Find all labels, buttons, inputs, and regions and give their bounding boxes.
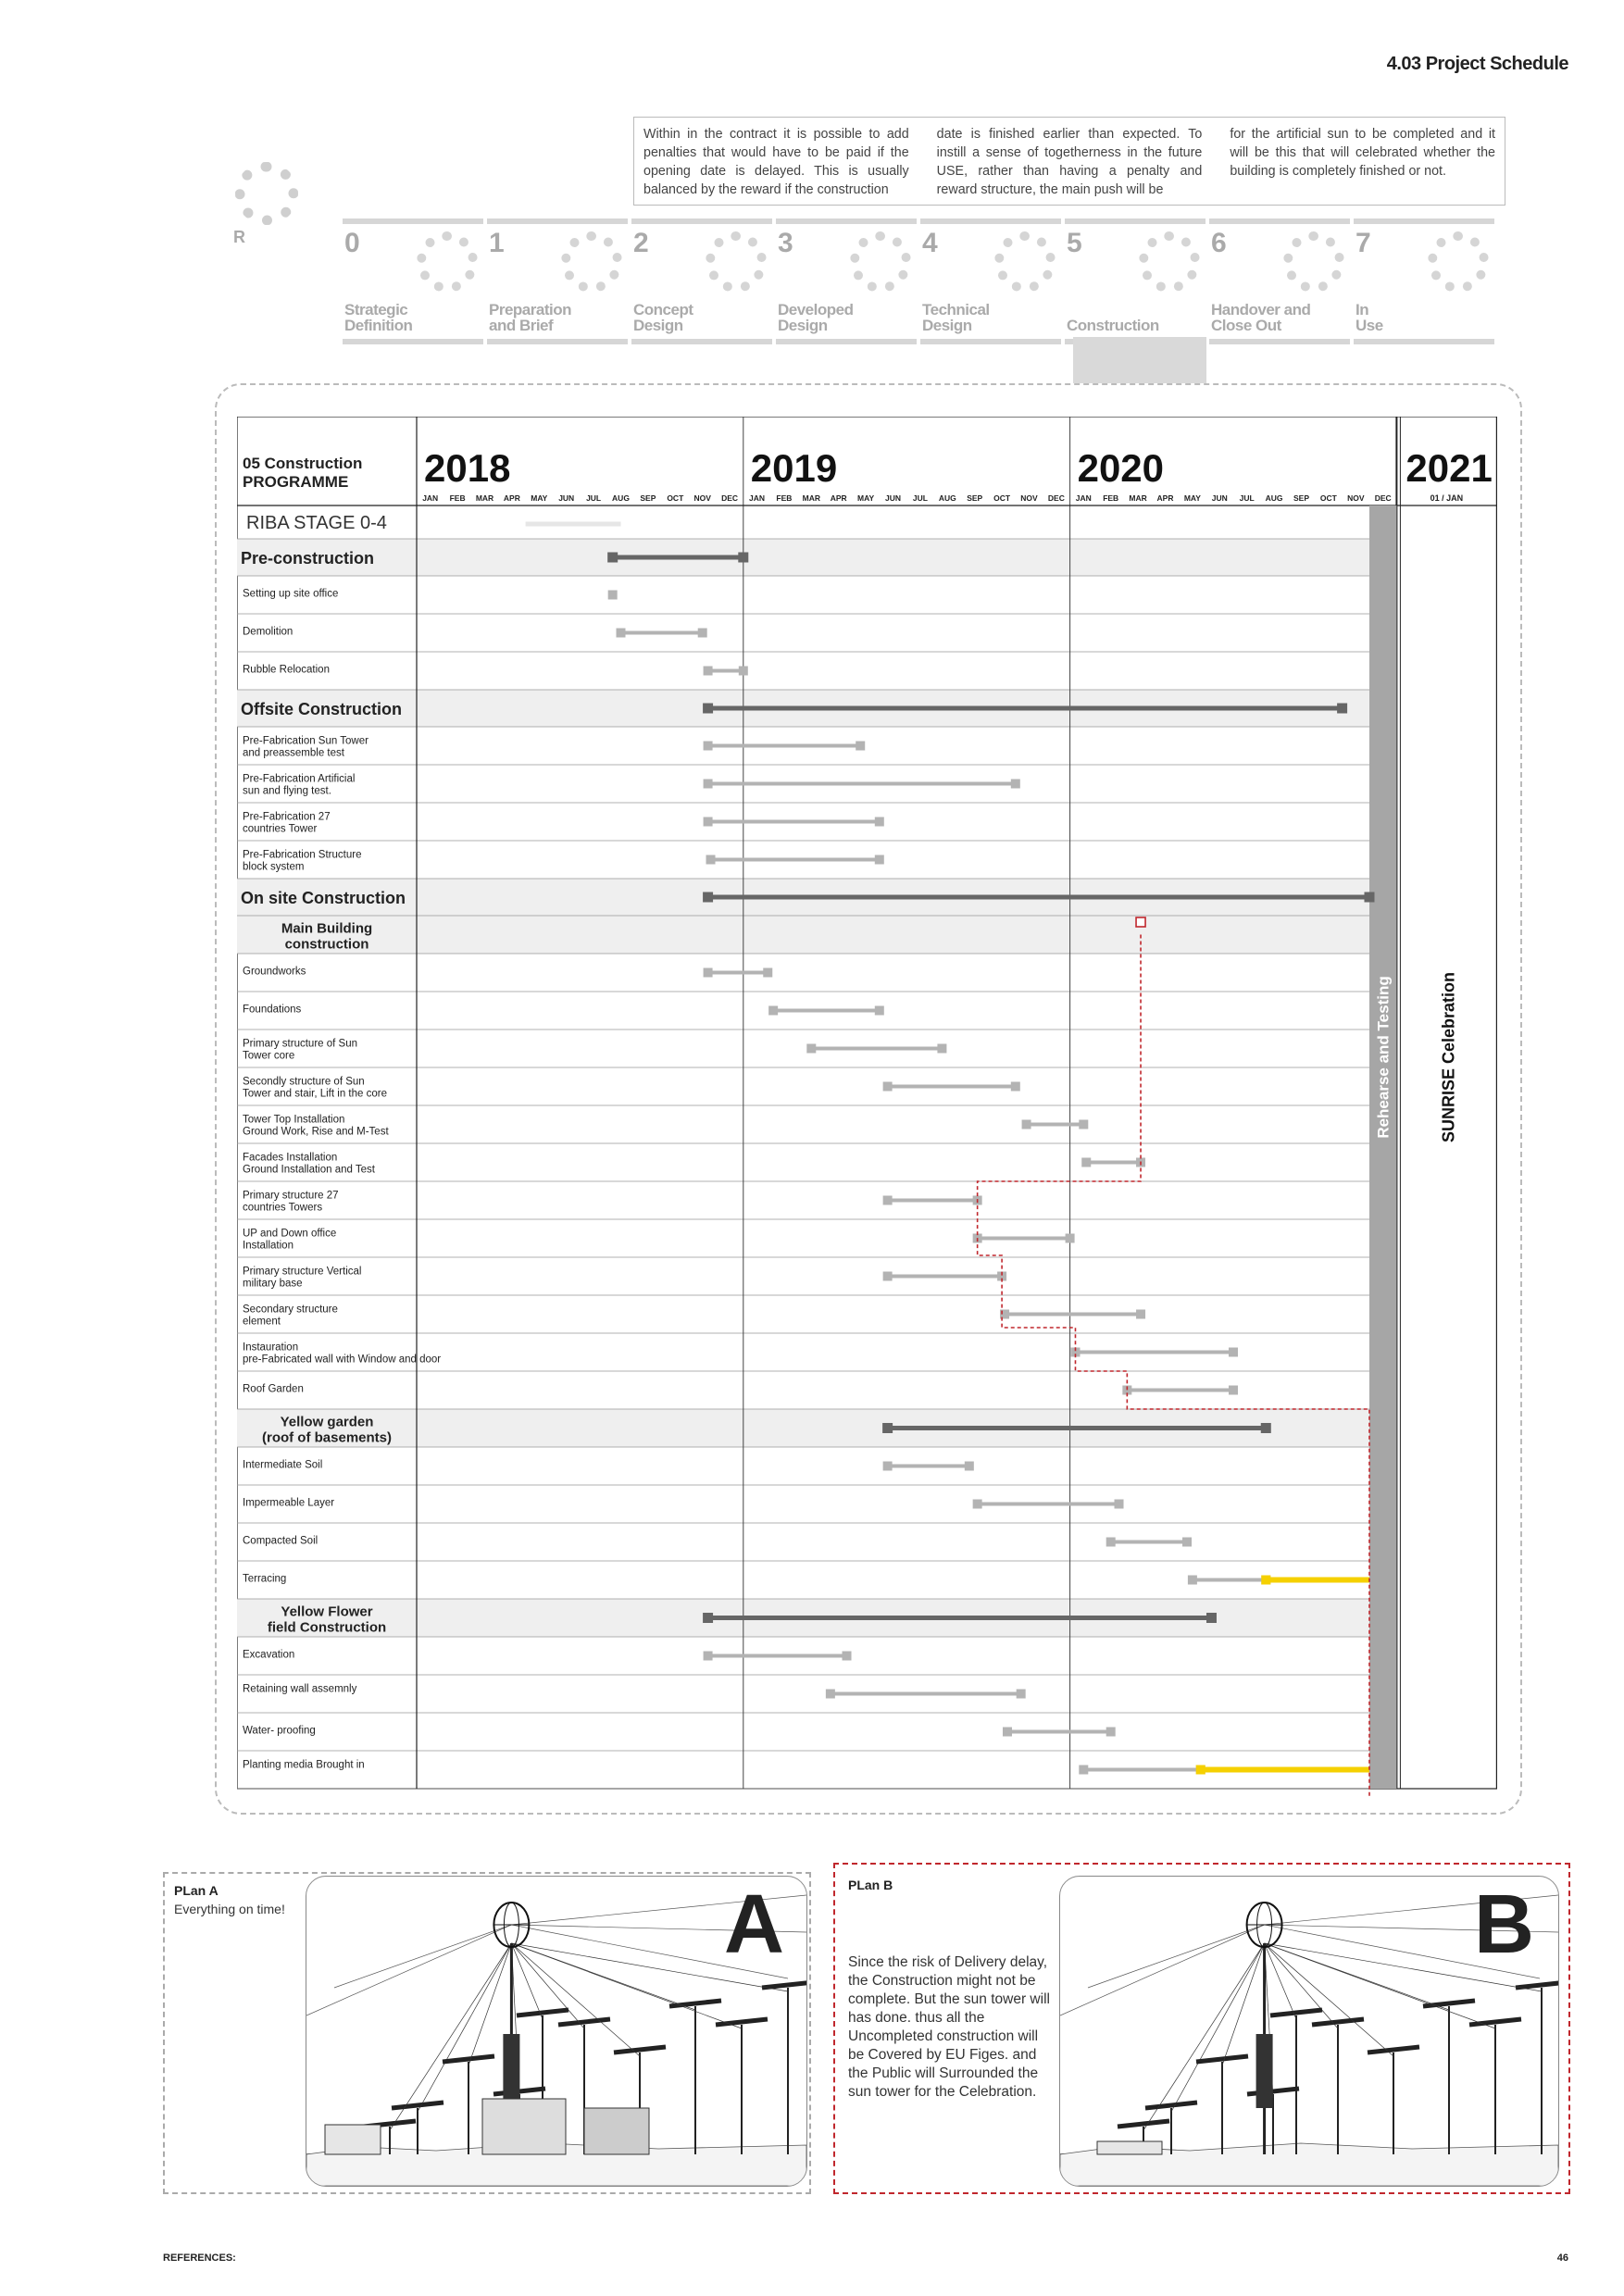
task-label: Primary structure Vertical xyxy=(243,1266,362,1278)
task-end-marker xyxy=(937,1044,946,1054)
task-start-marker xyxy=(703,892,713,903)
task-start-marker xyxy=(883,1272,893,1281)
stage-number: 6 xyxy=(1211,228,1227,258)
stage-number: 3 xyxy=(778,228,793,258)
cable xyxy=(306,1925,511,2015)
task-label: Tower core xyxy=(243,1050,295,1062)
task-end-marker xyxy=(1182,1538,1192,1547)
task-label: Impermeable Layer xyxy=(243,1497,335,1509)
task-label: Rubble Relocation xyxy=(243,664,330,676)
pole-platform xyxy=(614,2047,666,2053)
plan-b-text: Since the risk of Delivery delay, the Construction might not be complete. But the sun tower will has done. thus all the Uncompleted construction will be Covered by EU Figes. and the Public will Surrounded the sun tower for the Celebration. xyxy=(848,1954,1050,2100)
task-start-marker xyxy=(706,855,716,865)
month-label: NOV xyxy=(1347,493,1365,503)
plan-a-panel xyxy=(163,1872,811,2194)
month-label: FEB xyxy=(776,493,793,503)
month-label: MAR xyxy=(475,493,494,503)
task-end-marker xyxy=(843,1652,852,1661)
task-end-marker xyxy=(739,667,748,676)
task-start-marker xyxy=(704,817,713,827)
pole-platform xyxy=(392,2103,443,2108)
month-label: APR xyxy=(1156,493,1174,503)
stage-top-bar xyxy=(920,218,1061,224)
task-label: Installation xyxy=(243,1240,294,1252)
month-label: JAN xyxy=(1075,493,1092,503)
pole-platform xyxy=(443,2056,494,2062)
stage-label: Technical Design xyxy=(922,301,990,334)
cable xyxy=(1088,1925,1265,1988)
plan-a-title: PLan A xyxy=(174,1883,219,1898)
stage-top-bar xyxy=(1209,218,1350,224)
page-title: 4.03 Project Schedule xyxy=(1386,54,1568,74)
stage-ring-icon xyxy=(417,231,478,293)
task-label: Ground Installation and Test xyxy=(243,1164,375,1176)
month-label: JUN xyxy=(1211,493,1228,503)
task-end-marker xyxy=(1106,1728,1116,1737)
building-block xyxy=(482,2099,566,2154)
subgroup-label: construction xyxy=(284,936,369,953)
subgroup-label: Main Building xyxy=(281,920,373,937)
stage-bottom-bar xyxy=(631,339,772,344)
task-start-marker xyxy=(768,1006,778,1016)
pole-platform xyxy=(1270,2010,1322,2015)
riba-stage-5 xyxy=(1065,218,1206,344)
intro-textbox xyxy=(633,117,1505,206)
stage-label: Developed Design xyxy=(778,301,854,334)
cable xyxy=(1265,1943,1296,2019)
riba-stage-7 xyxy=(1354,218,1494,344)
task-start-marker xyxy=(703,704,713,714)
task-label: Excavation xyxy=(243,1649,295,1661)
stage-label: Preparation and Brief xyxy=(489,301,571,334)
task-end-marker xyxy=(856,742,865,751)
stage-top-bar xyxy=(343,218,483,224)
task-label: Setting up site office xyxy=(243,588,339,600)
pole-platform xyxy=(517,2010,568,2015)
task-label: pre-Fabricated wall with Window and door xyxy=(243,1354,442,1366)
task-start-marker xyxy=(703,1613,713,1623)
month-label: JAN xyxy=(748,493,766,503)
task-label: Secondly structure of Sun xyxy=(243,1076,365,1088)
task-label: Pre-Fabrication Structure xyxy=(243,849,362,861)
task-start-marker xyxy=(704,1652,713,1661)
cable xyxy=(1265,1943,1495,2028)
programme-heading: PROGRAMME xyxy=(243,473,349,491)
stage-ring-icon xyxy=(561,231,622,293)
pole-platform xyxy=(558,2019,610,2025)
task-end-marker xyxy=(1011,1082,1020,1092)
extension-marker xyxy=(1261,1576,1270,1585)
month-label: SEP xyxy=(640,493,656,503)
task-end-marker xyxy=(1206,1613,1217,1623)
stage-number: 0 xyxy=(344,228,360,258)
task-label: Foundations xyxy=(243,1004,302,1016)
task-start-marker xyxy=(704,968,713,978)
month-label: OCT xyxy=(667,493,684,503)
stage-number: 5 xyxy=(1067,228,1082,258)
task-label: Pre-Fabrication Artificial xyxy=(243,773,356,785)
building-block xyxy=(325,2125,381,2154)
stage-top-bar xyxy=(487,218,628,224)
intro-col-2: date is finished earlier than expected. To instill a sense of togetherness in the future USE, rather than having a penalty and reward structure, the main push will be xyxy=(936,127,1203,197)
task-start-marker xyxy=(608,591,618,600)
stage-label: Construction xyxy=(1067,317,1159,334)
task-label: countries Tower xyxy=(243,823,318,835)
task-end-marker xyxy=(763,968,772,978)
pole-platform xyxy=(1196,2056,1248,2062)
month-label: JUN xyxy=(884,493,902,503)
task-label: element xyxy=(243,1316,281,1328)
sun-tower-core xyxy=(1256,2034,1273,2108)
stage-top-bar xyxy=(776,218,917,224)
stage-bottom-bar xyxy=(1354,339,1494,344)
task-start-marker xyxy=(883,1196,893,1205)
subgroup-label: field Construction xyxy=(267,1619,387,1636)
group-label: On site Construction xyxy=(241,889,406,907)
stage-number: 2 xyxy=(633,228,649,258)
task-start-marker xyxy=(883,1082,893,1092)
stage-ring-icon xyxy=(706,231,767,293)
task-start-marker xyxy=(1188,1576,1197,1585)
cable xyxy=(1265,1943,1393,2056)
month-label: JAN xyxy=(422,493,439,503)
month-label: MAY xyxy=(531,493,548,503)
month-label: DEC xyxy=(721,493,739,503)
month-label: SEP xyxy=(967,493,983,503)
group-row-bg xyxy=(417,916,1369,954)
task-end-marker xyxy=(875,817,884,827)
riba-stage-0 xyxy=(343,218,483,344)
group-label: Offsite Construction xyxy=(241,700,402,718)
task-label: Roof Garden xyxy=(243,1383,304,1395)
stage-ring-icon xyxy=(1428,231,1489,293)
intro-col-1: Within in the contract it is possible to add penalties that would have to be paid if the opening date is delayed. This is usually balanced by the reward if the construction xyxy=(643,127,909,197)
task-end-marker xyxy=(1261,1423,1271,1433)
month-label: JUL xyxy=(912,493,928,503)
month-label: AUG xyxy=(938,493,956,503)
rehearse-column xyxy=(1369,505,1396,1789)
year-label: 2019 xyxy=(750,446,838,490)
plan-a-letter: A xyxy=(724,1878,784,1971)
stage-bottom-bar xyxy=(487,339,628,344)
pole-platform xyxy=(1118,2121,1169,2127)
task-label: Terracing xyxy=(243,1573,287,1585)
month-label: MAY xyxy=(1183,493,1201,503)
task-label: Secondary structure xyxy=(243,1304,338,1316)
task-start-marker xyxy=(1079,1766,1088,1775)
pole-platform xyxy=(1145,2103,1197,2108)
task-end-marker xyxy=(1079,1120,1088,1129)
task-start-marker xyxy=(1022,1120,1031,1129)
task-end-marker xyxy=(698,629,707,638)
task-label: military base xyxy=(243,1278,303,1290)
task-label: Primary structure of Sun xyxy=(243,1038,357,1050)
year-label: 2020 xyxy=(1077,446,1165,490)
pole-platform xyxy=(1516,1982,1558,1988)
stage-label: Handover and Close Out xyxy=(1211,301,1311,334)
subgroup-label: Yellow Flower xyxy=(281,1603,373,1620)
riba-stage-label: RIBA STAGE 0-4 xyxy=(246,513,387,533)
sun-tower-core xyxy=(503,2034,519,2108)
cable xyxy=(334,1925,511,1988)
task-end-marker xyxy=(738,553,748,563)
plan-a-subtitle: Everything on time! xyxy=(174,1902,285,1916)
task-label: Water- proofing xyxy=(243,1725,316,1737)
plan-b-letter: B xyxy=(1474,1878,1534,1971)
building-block xyxy=(584,2108,649,2154)
task-end-marker xyxy=(875,855,884,865)
task-label: Compacted Soil xyxy=(243,1535,319,1547)
references-label: REFERENCES: xyxy=(163,2252,236,2264)
stage-top-bar xyxy=(631,218,772,224)
stage-bottom-bar xyxy=(1209,339,1350,344)
stage-bottom-bar xyxy=(920,339,1061,344)
month-label: MAR xyxy=(1129,493,1147,503)
task-end-marker xyxy=(965,1462,974,1471)
stage-number: 7 xyxy=(1355,228,1371,258)
stage-label: Strategic Definition xyxy=(344,301,413,334)
gantt-chart xyxy=(237,417,1505,1796)
riba-stage-2 xyxy=(631,218,772,344)
task-end-marker xyxy=(1229,1348,1238,1357)
month-label: MAY xyxy=(857,493,875,503)
task-start-marker xyxy=(806,1044,816,1054)
pole-platform xyxy=(1368,2047,1419,2053)
stage-label: In Use xyxy=(1355,301,1383,334)
cable xyxy=(511,1943,543,2019)
riba-stage-4 xyxy=(920,218,1061,344)
task-label: countries Towers xyxy=(243,1202,323,1214)
riba-marker: R xyxy=(233,228,245,246)
task-start-marker xyxy=(704,742,713,751)
task-label: Ground Work, Rise and M-Test xyxy=(243,1126,389,1138)
month-label: NOV xyxy=(693,493,711,503)
month-label: AUG xyxy=(1265,493,1283,503)
month-label: NOV xyxy=(1020,493,1038,503)
month-label: APR xyxy=(830,493,847,503)
task-start-marker xyxy=(973,1500,982,1509)
month-label: OCT xyxy=(993,493,1011,503)
year-label: 2018 xyxy=(424,446,511,490)
month-label: AUG xyxy=(612,493,630,503)
celebration-label: SUNRISE Celebration xyxy=(1439,971,1458,1143)
task-start-marker xyxy=(882,1423,893,1433)
group-label: Pre-construction xyxy=(241,549,375,568)
cable xyxy=(1060,1925,1265,2015)
month-label: DEC xyxy=(1047,493,1065,503)
task-label: Retaining wall assemnly xyxy=(243,1683,357,1695)
cable xyxy=(418,1943,511,2112)
cable xyxy=(511,1943,640,2056)
gantt-outline xyxy=(237,417,1496,1789)
task-end-marker xyxy=(1229,1386,1238,1395)
month-label: JUL xyxy=(1239,493,1255,503)
stage-top-bar xyxy=(1354,218,1494,224)
task-end-marker xyxy=(875,1006,884,1016)
riba-ring-icon xyxy=(235,162,298,225)
stage-label: Concept Design xyxy=(633,301,693,334)
month-label: MAR xyxy=(802,493,820,503)
month-label: APR xyxy=(503,493,520,503)
stage-bottom-bar xyxy=(776,339,917,344)
task-start-marker xyxy=(1081,1158,1091,1167)
task-end-marker xyxy=(1011,780,1020,789)
subgroup-label: (roof of basements) xyxy=(261,1429,393,1446)
task-end-marker xyxy=(1066,1234,1075,1243)
task-label: Pre-Fabrication 27 xyxy=(243,811,331,823)
plan-b-panel xyxy=(833,1863,1570,2194)
month-label: FEB xyxy=(1103,493,1119,503)
task-label: Pre-Fabrication Sun Tower xyxy=(243,735,369,747)
stage-number: 1 xyxy=(489,228,505,258)
task-end-marker xyxy=(1337,704,1347,714)
task-label: and preassemble test xyxy=(243,747,344,759)
task-start-marker xyxy=(826,1690,835,1699)
month-label: JUN xyxy=(558,493,575,503)
month-label: DEC xyxy=(1374,493,1392,503)
riba-stage-1 xyxy=(487,218,628,344)
final-date-label: 01 / JAN xyxy=(1430,493,1464,503)
year-label: 2021 xyxy=(1405,446,1493,490)
task-label: sun and flying test. xyxy=(243,785,331,797)
task-label: Demolition xyxy=(243,626,294,638)
task-start-marker xyxy=(883,1462,893,1471)
stage-ring-icon xyxy=(1139,231,1200,293)
task-end-marker xyxy=(1115,1500,1124,1509)
plan-b-title: PLan B xyxy=(848,1878,893,1892)
task-end-marker xyxy=(1136,1310,1145,1319)
task-label: Primary structure 27 xyxy=(243,1190,339,1202)
task-start-marker xyxy=(704,667,713,676)
month-label: SEP xyxy=(1293,493,1310,503)
task-label: Intermediate Soil xyxy=(243,1459,323,1471)
active-stage-highlight xyxy=(1073,337,1206,383)
task-label: UP and Down office xyxy=(243,1228,337,1240)
stage-bottom-bar xyxy=(343,339,483,344)
programme-heading: 05 Construction xyxy=(243,455,363,472)
task-start-marker xyxy=(617,629,626,638)
stage-ring-icon xyxy=(850,231,911,293)
pole-platform xyxy=(762,1982,806,1988)
stage-ring-icon xyxy=(1283,231,1344,293)
month-label: JUL xyxy=(586,493,602,503)
task-label: Tower Top Installation xyxy=(243,1114,345,1126)
task-end-marker xyxy=(1017,1690,1026,1699)
stage-top-bar xyxy=(1065,218,1206,224)
task-start-marker xyxy=(607,553,618,563)
building-block xyxy=(1097,2141,1162,2154)
task-label: Planting media Brought in xyxy=(243,1759,365,1771)
task-start-marker xyxy=(704,780,713,789)
stage-number: 4 xyxy=(922,228,938,258)
task-label: Facades Installation xyxy=(243,1152,338,1164)
task-start-marker xyxy=(1106,1538,1116,1547)
page-number: 46 xyxy=(1556,2252,1568,2264)
task-label: Groundworks xyxy=(243,966,306,978)
stage-ring-icon xyxy=(994,231,1056,293)
task-end-marker xyxy=(1365,892,1375,903)
cable xyxy=(1143,1943,1265,2130)
dependency-start-marker xyxy=(1136,917,1145,927)
cable xyxy=(511,1943,742,2028)
cable xyxy=(1171,1943,1265,2112)
riba-stage-6 xyxy=(1209,218,1350,344)
intro-col-3: for the artificial sun to be completed and it will be this that will celebrated whether the building is completely finished or not. xyxy=(1230,127,1496,179)
task-start-marker xyxy=(1003,1728,1012,1737)
task-label: Tower and stair, Lift in the core xyxy=(243,1088,387,1100)
task-label: Instauration xyxy=(243,1341,299,1354)
task-label: block system xyxy=(243,861,305,873)
month-label: FEB xyxy=(449,493,466,503)
riba-stage-3 xyxy=(776,218,917,344)
group-row-bg xyxy=(417,539,1369,576)
subgroup-label: Yellow garden xyxy=(280,1414,374,1430)
month-label: OCT xyxy=(1319,493,1337,503)
extension-marker xyxy=(1196,1766,1206,1775)
rehearse-label: Rehearse and Testing xyxy=(1374,976,1393,1139)
